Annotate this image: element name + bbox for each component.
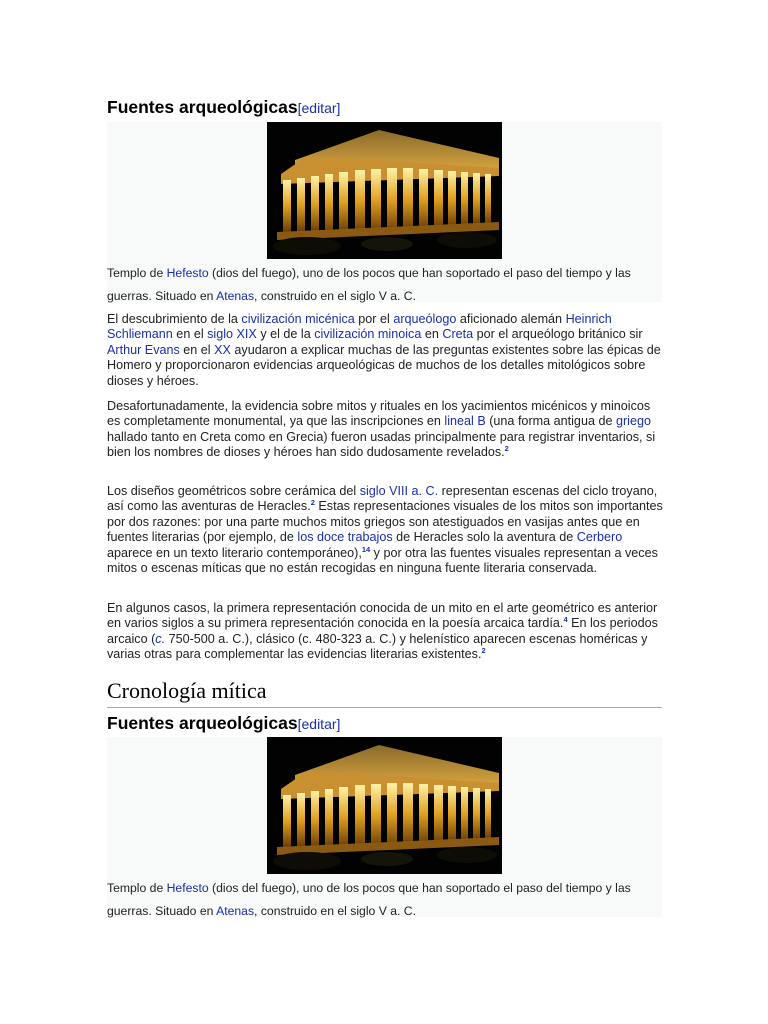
link-civilizacion-minoica[interactable]: civilización minoica xyxy=(314,327,422,342)
text: El descubrimiento de la xyxy=(107,312,242,326)
reference-link[interactable]: 4 xyxy=(563,615,568,625)
figure-thumbnail xyxy=(107,737,662,917)
text: aficionado alemán xyxy=(456,312,566,326)
caption-link-hefesto[interactable]: Hefesto xyxy=(166,881,209,895)
figure-caption xyxy=(107,262,662,307)
link-siglo-viii[interactable]: siglo VIII a. C. xyxy=(359,484,439,498)
caption-text: , construido en el siglo V a. C. xyxy=(254,903,416,918)
link-creta[interactable]: Creta xyxy=(442,327,474,342)
figure-caption xyxy=(107,877,662,922)
temple-photo[interactable] xyxy=(267,122,502,259)
link-lineal-b[interactable]: lineal B xyxy=(444,414,486,429)
text: Desafortunadamente, la evidencia sobre mitos y rituales en los yacimientos micénicos y minoicos es completamente monumental, ya que las inscripciones en xyxy=(107,399,651,429)
link-griego[interactable]: griego xyxy=(615,414,651,429)
link-doce-trabajos[interactable]: los doce trabajos xyxy=(297,530,393,545)
link-heinrich-schliemann[interactable]: Heinrich Schliemann xyxy=(107,312,612,342)
text: representan escenas del ciclo troyano, así como las aventuras de Heracles. xyxy=(107,484,658,514)
caption-text: Templo de xyxy=(107,881,167,895)
link-arqueologo[interactable]: arqueólogo xyxy=(393,312,457,326)
text: por el arqueólogo británico sir xyxy=(473,327,643,342)
caption-link-atenas[interactable]: Atenas xyxy=(216,288,255,303)
caption-link-hefesto[interactable]: Hefesto xyxy=(166,266,209,280)
text: de Heracles solo la aventura de xyxy=(392,530,577,545)
section-title: Cronología mítica xyxy=(107,678,662,708)
caption-link-atenas[interactable]: Atenas xyxy=(216,903,255,918)
link-civilizacion-micenica[interactable]: civilización micénica xyxy=(241,312,355,326)
caption-text: (dios del fuego), uno de los pocos que han soportado el paso del tiempo y las guerras. Situado en xyxy=(107,266,631,303)
link-siglo-xx[interactable]: XX xyxy=(214,342,231,357)
paragraph-1 xyxy=(107,312,663,389)
text: En los periodos arcaico ( xyxy=(107,616,658,646)
text: ayudaron a explicar muchas de las preguntas existentes sobre las épicas de Homero y proporcionaron evidencias arqueológicas de muchos de los detalles mitológicos sobre dioses y héroes. xyxy=(107,342,661,388)
link-siglo-xix[interactable]: siglo XIX xyxy=(207,327,257,342)
reference-link[interactable]: 2 xyxy=(504,444,509,454)
caption-text: Templo de xyxy=(107,266,167,280)
caption-text: , construido en el siglo V a. C. xyxy=(254,288,416,303)
reference-link[interactable]: 2 xyxy=(481,646,486,656)
reference-link[interactable]: 14 xyxy=(361,544,371,554)
paragraph-4 xyxy=(107,601,663,663)
section-heading-text: Fuentes arqueológicas xyxy=(107,713,298,733)
link-cerbero[interactable]: Cerbero xyxy=(576,530,623,545)
text: (una forma antigua de xyxy=(485,414,616,429)
paragraph-3 xyxy=(107,484,663,576)
text: aparece en un texto literario contemporáneo), xyxy=(107,545,362,560)
section-heading xyxy=(107,713,340,734)
text: en el xyxy=(179,342,215,357)
link-circa[interactable]: c. xyxy=(155,631,166,646)
figure-thumbnail xyxy=(107,122,662,302)
section-heading xyxy=(107,97,340,118)
text: Los diseños geométricos sobre cerámica del xyxy=(107,484,360,498)
text: y el de la xyxy=(256,327,315,342)
text: por el xyxy=(354,312,394,326)
caption-text: (dios del fuego), uno de los pocos que han soportado el paso del tiempo y las guerras. Situado en xyxy=(107,881,631,918)
text: hallado tanto en Creta como en Grecia) fueron usadas principalmente para registrar inventarios, si bien los nombres de dioses y héroes han sido dudosamente revelados. xyxy=(107,429,656,460)
temple-photo[interactable] xyxy=(267,737,502,874)
section-heading-text: Fuentes arqueológicas xyxy=(107,97,298,117)
link-arthur-evans[interactable]: Arthur Evans xyxy=(107,342,180,357)
edit-link[interactable]: [editar] xyxy=(297,716,341,732)
text: Estas representaciones visuales de los mitos son importantes por dos razones: por una parte muchos mitos griegos son atestiguados en vasijas antes que en fuentes literarias (por ejemplo, de xyxy=(107,499,663,545)
reference-link[interactable]: 2 xyxy=(310,498,315,508)
text: 750-500 a. C.), clásico (c. 480-323 a. C.) y helenístico aparecen escenas homéricas y varias otras para complementar las evidencias literarias existentes. xyxy=(107,631,648,662)
text: en el xyxy=(172,327,208,342)
paragraph-2 xyxy=(107,399,663,461)
edit-link[interactable]: [editar] xyxy=(297,100,341,116)
text: y por otra las fuentes visuales representan a veces mitos o escenas míticas que no están recogidas en ninguna fuente literaria conservada. xyxy=(107,545,658,576)
text: En algunos casos, la primera representación conocida de un mito en el arte geométrico es anterior en varios siglos a su primera representación conocida en la poesía arcaica tardía. xyxy=(107,601,658,631)
text: en xyxy=(421,327,443,342)
